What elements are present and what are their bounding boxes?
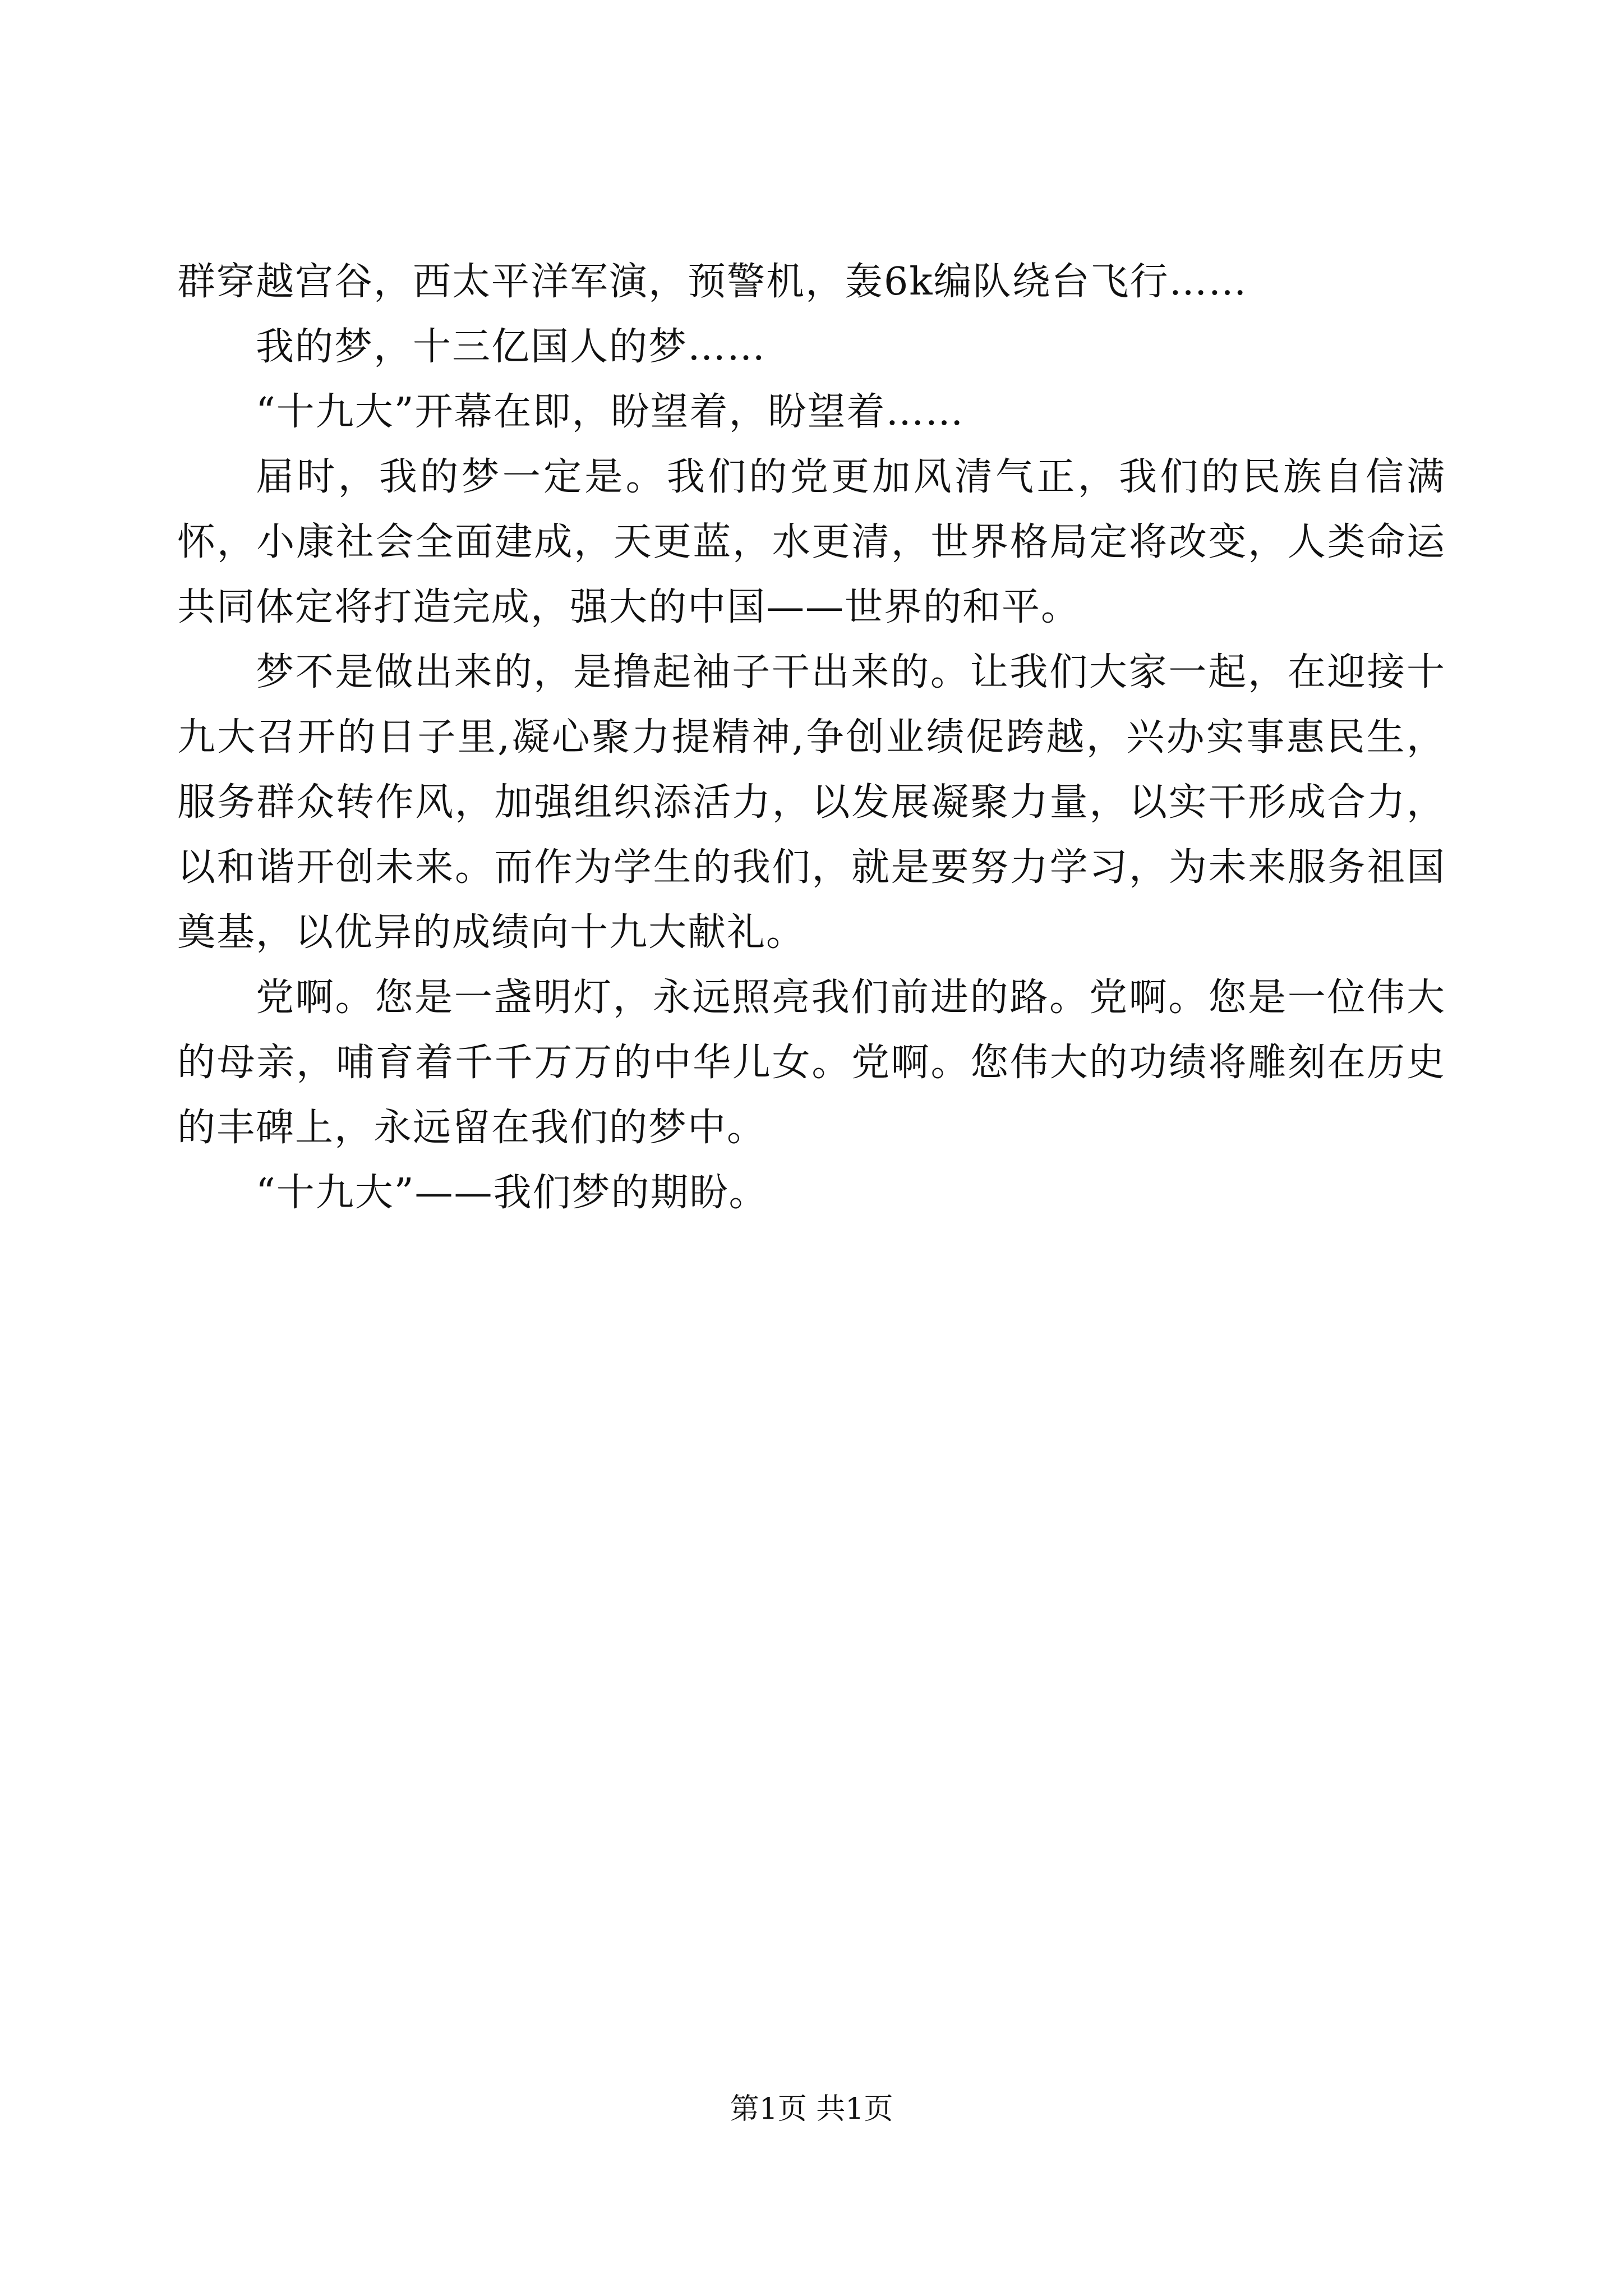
document-body bbox=[177, 250, 1446, 1226]
paragraph-7: “十九大”——我们梦的期盼。 bbox=[256, 1171, 768, 1215]
paragraph-1: 群穿越宫谷，西太平洋军演，预警机，轰6k编队绕台飞行…… bbox=[177, 260, 1248, 304]
page-footer: 第1页 共1页 bbox=[730, 2092, 893, 2126]
paragraph-4: 届时，我的梦一定是。我们的党更加风清气正，我们的民族自信满怀，小康社会全面建成，天更蓝，水更清，世界格局定将改变，人类命运共同体定将打造完成，强大的中国——世界的和平。 bbox=[177, 455, 1446, 629]
paragraph-5: 梦不是做出来的，是撸起袖子干出来的。让我们大家一起，在迎接十九大召开的日子里,凝心聚力提精神,争创业绩促跨越，兴办实事惠民生，服务群众转作风，加强组织添活力，以发展凝聚力量，以实干形成合力，以和谐开创未来。而作为学生的我们，就是要努力学习，为未来服务祖国奠基，以优异的成绩向十九大献礼。 bbox=[177, 650, 1446, 955]
paragraph-3: “十九大”开幕在即，盼望着，盼望着…… bbox=[256, 390, 965, 434]
paragraph-2: 我的梦，十三亿国人的梦…… bbox=[256, 325, 767, 369]
paragraph-6: 党啊。您是一盏明灯，永远照亮我们前进的路。党啊。您是一位伟大的母亲，哺育着千千万万的中华儿女。党啊。您伟大的功绩将雕刻在历史的丰碑上，永远留在我们的梦中。 bbox=[177, 976, 1446, 1150]
